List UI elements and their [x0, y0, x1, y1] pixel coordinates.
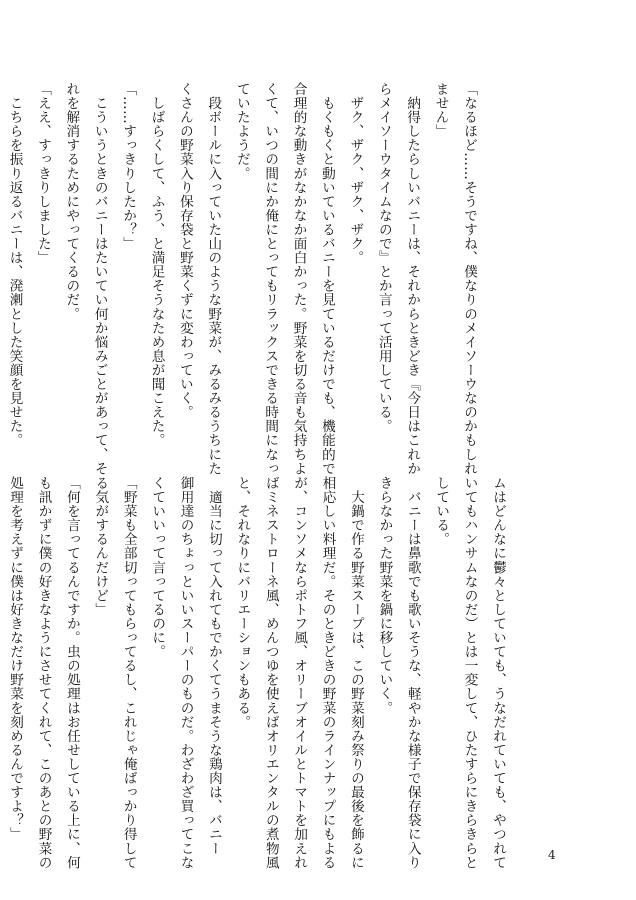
- text-line: が、コンソメならポトフ風、オリーブオイルとトマトを加えれ: [291, 476, 308, 870]
- text-line: 合理的な動きがなかなか面白かった。野菜を切る音も気持ちよ: [290, 82, 307, 476]
- text-line: ばミネストローネ風、めんつゆを使えばオリエンタルの煮物風: [262, 476, 279, 870]
- text-line: ムはどんなに鬱々としていても、うなだれていても、やつれて: [490, 476, 506, 870]
- text-line: 「……すっきりしたか？」: [120, 82, 137, 251]
- upper-text-block: [6, 82, 483, 476]
- text-line: れを解消するためにやってくるのだ。: [63, 82, 80, 321]
- text-line: している。: [433, 476, 450, 547]
- text-line: こちらを振り返るバニーは、溌溂とした笑顔を見せた。: [6, 82, 23, 448]
- text-line: る気がするんだけど」: [92, 476, 109, 617]
- text-line: きらなかった野菜を鍋に移していく。: [376, 476, 393, 715]
- text-line: 「ええ、すっきりしました」: [34, 82, 51, 265]
- text-line: くていいって言ってるのに。: [149, 476, 166, 659]
- text-line: いてもハンサムなのだ）とは一変して、ひたすらにきらきらと: [461, 476, 478, 870]
- text-line: くさんの野菜入り保存袋と野菜くずに変わっていく。: [176, 82, 193, 420]
- text-line: と、それなりにバリエーションもある。: [234, 476, 251, 729]
- text-line: もくもくと動いているバニーを見ているだけでも、機能的で: [318, 82, 335, 476]
- text-line: 大鍋で作る野菜スープは、この野菜刻み祭りの最後を飾るに: [347, 476, 364, 870]
- text-line: 適当に切って入れてもでかくてうまそうな鶏肉は、バニー: [205, 476, 222, 856]
- text-line: ていたようだ。: [233, 82, 250, 181]
- lower-text-block: [7, 476, 512, 870]
- text-line: 相応しい料理だ。そのときどきの野菜のラインナップにもよる: [319, 476, 336, 870]
- text-line: 納得したらしいバニーは、それからときどき『今日はこれか: [404, 82, 421, 476]
- text-line: 御用達のちょっといいスーパーのものだ。わざわざ買ってこな: [177, 476, 194, 870]
- text-line: 「野菜も全部切ってもらってるし、これじゃ俺ばっかり得して: [120, 476, 137, 870]
- text-line: こういうときのバニーはたいてい何か悩みごとがあって、そ: [91, 82, 108, 476]
- text-line: らメイソーウタイムなので』とか言って活用している。: [375, 82, 392, 434]
- text-line: 段ボールに入っていた山のような野菜が、みるみるうちにた: [205, 82, 222, 476]
- text-line: も訊かずに僕の好きなようにさせてくれて、このあとの野菜の: [35, 476, 52, 870]
- page-number: 4: [548, 848, 556, 862]
- text-line: くて、いつの間にか俺にとってもリラックスできる時間になっ: [262, 82, 279, 476]
- text-line: 処理を考えずに僕は好きなだけ野菜を刻めるんですよ？」: [7, 476, 24, 842]
- text-line: 「なるほど……そうですね、僕なりのメイソーウなのかもしれ: [461, 82, 477, 476]
- text-line: 「何を言ってるんですか。虫の処理はお任せしている上に、何: [63, 476, 80, 870]
- text-line: ません」: [432, 82, 449, 139]
- text-line: しばらくして、ふう、と満足そうなため息が聞こえた。: [148, 82, 165, 448]
- text-line: ザク、ザク、ザク、ザク。: [347, 82, 364, 265]
- text-line: バニーは鼻歌でも歌いそうな、軽やかな様子で保存袋に入り: [404, 476, 421, 870]
